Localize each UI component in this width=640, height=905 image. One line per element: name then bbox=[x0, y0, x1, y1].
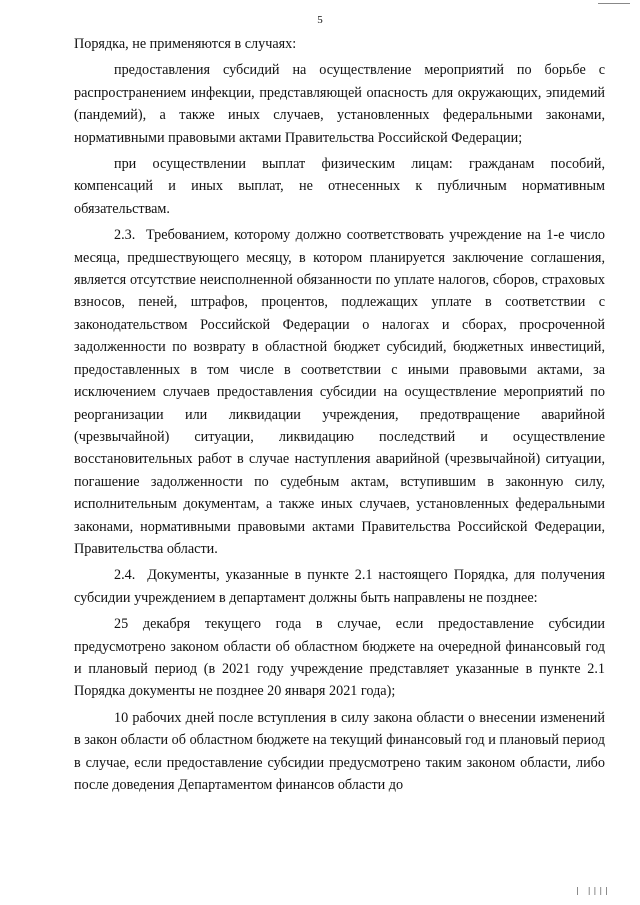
paragraph-exception-payments: при осуществлении выплат физическим лицам: гражданам пособий, компенсаций и иных выплат, не отнесенных к публичным нормативным обязательствам. bbox=[74, 156, 605, 217]
scan-corner-mark bbox=[598, 0, 630, 4]
paragraph-deadline-december: 25 декабря текущего года в случае, если предоставление субсидии предусмотрено законом области об областном бюджете на очередной финансовый год и плановый период (в 2021 году учреждение представляет указанные в пункте 2.1 Порядка документы не позднее 20 января 2021 года); bbox=[74, 616, 605, 700]
paragraph-continuation: Порядка, не применяются в случаях: bbox=[74, 36, 297, 52]
document-body bbox=[74, 33, 605, 796]
page-number: 5 bbox=[317, 14, 323, 26]
scan-footer-mark: | |||| bbox=[575, 886, 610, 895]
paragraph-clause-2-4: 2.4. Документы, указанные в пункте 2.1 настоящего Порядка, для получения субсидии учреждением в департамент должны быть направлены не позднее: bbox=[74, 567, 605, 606]
paragraph-deadline-working-days: 10 рабочих дней после вступления в силу закона области о внесении изменений в закон области об областном бюджете на текущий финансовый год и плановый период в случае, если предоставление субсидии предусмотрено таким законом области, либо после доведения Департаментом финансов области до bbox=[74, 709, 605, 793]
paragraph-exception-subsidies: предоставления субсидий на осуществление мероприятий по борьбе с распространением инфекции, представляющей опасность для окружающих, эпидемий (пандемий), а также иных случаев, установленных федеральными законами, нормативными правовыми актами Правительства Российской Федерации; bbox=[74, 62, 605, 146]
paragraph-clause-2-3: 2.3. Требованием, которому должно соответствовать учреждение на 1-е число месяца, предшествующего месяцу, в котором планируется заключение соглашения, является отсутствие неисполненной обязанности по уплате налогов, сборов, страховых взносов, пеней, штрафов, процентов, подлежащих уплате в соответствии с законодательством Российской Федерации о налогах и сборах, просроченной задолженности по возврату в областной бюджет субсидий, бюджетных инвестиций, предоставленных в том числе в соответствии с иными правовыми актами, за исключением случаев предоставления субсидии на осуществление мероприятий по реорганизации или ликвидации учреждения, предотвращение аварийной (чрезвычайной) ситуации, ликвидацию последствий и осуществление восстановительных работ в случае наступления аварийной (чрезвычайной) ситуации, погашение задолженности по судебным актам, вступившим в законную силу, исполнительным документам, а также иных случаев, установленных федеральными законами, нормативными правовыми актами Правительства Российской Федерации, Правительства области. bbox=[74, 227, 605, 557]
